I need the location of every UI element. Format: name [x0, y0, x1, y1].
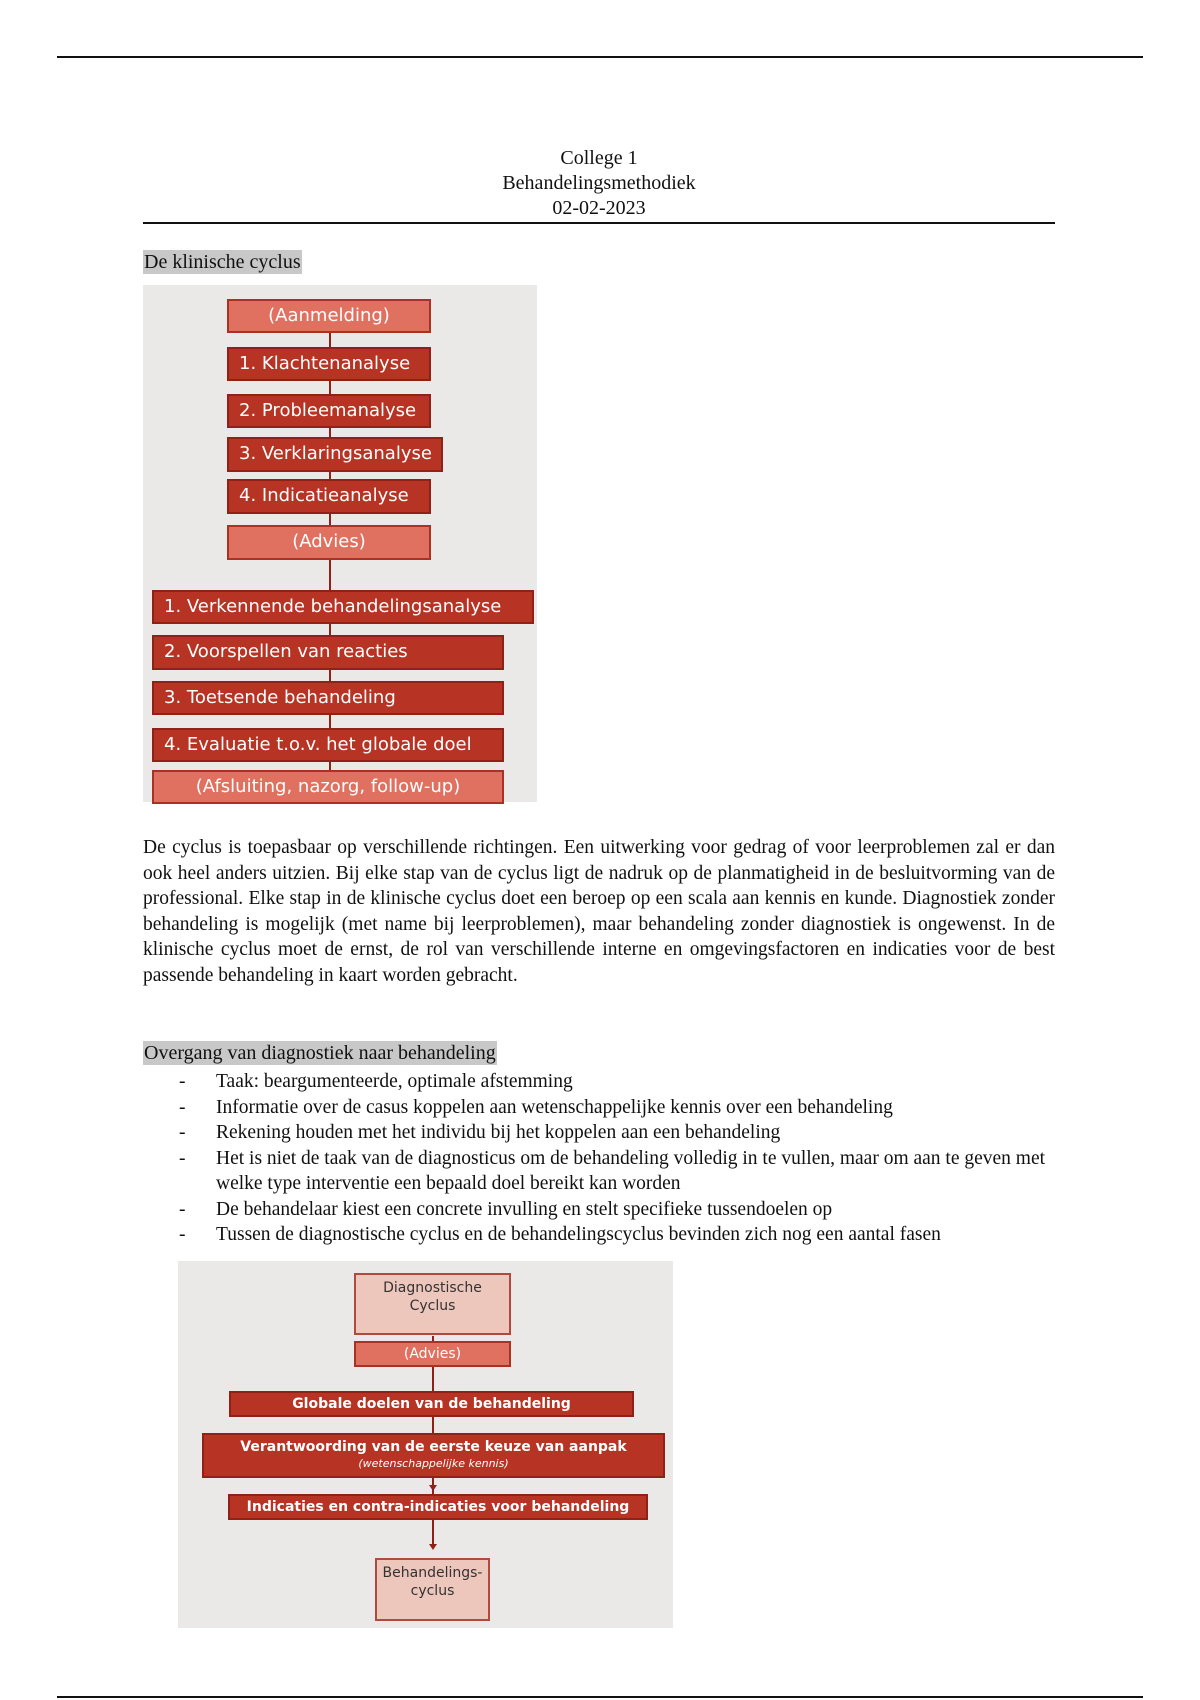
clinical-cycle-paragraph: De cyclus is toepasbaar op verschillende richtingen. Een uitwerking voor gedrag of voor leerproblemen zal er dan ook heel anders uitzien. Bij elke stap van de cyclus ligt de nadruk op de planmatigheid in de besluitvorming van de professional. Elke stap in de klinische cyclus doet een beroep op een scala aan kennis en kunde. Diagnostiek zonder behandeling is mogelijk (met name bij leerproblemen), maar behandeling zonder diagnostiek is ongewenst. In de klinische cyclus moet de ernst, de rol van verschillende interne en omgevingsfactoren en indicaties voor de best passende behandeling in kaart worden gebracht. [143, 837, 1055, 986]
subject-title: Behandelingsmethodiek [502, 172, 696, 194]
global-goals-box: Globale doelen van de behandeling [229, 1391, 634, 1417]
cycle-step-advice: (Advies) [227, 525, 431, 560]
list-item: - Rekening houden met het individu bij het koppelen aan een behandeling [143, 1120, 1055, 1146]
list-item: - Het is niet de taak van de diagnosticus om de behandeling volledig in te vullen, maar om aan te geven met welke type interventie een bepaald doel bereikt kan worden [179, 1147, 1046, 1194]
arrow-icon [429, 1544, 437, 1550]
cycle-step-predicting-reactions: 2. Voorspellen van reacties [152, 635, 504, 670]
indications-box: Indicaties en contra-indicaties voor behandeling [228, 1494, 648, 1520]
bullet-dash: - [179, 1071, 186, 1092]
header-date: 02-02-2023 [552, 197, 646, 219]
bullet-dash: - [179, 1224, 186, 1245]
cycle-step-testing-treatment: 3. Toetsende behandeling [152, 681, 504, 715]
bullet-dash: - [179, 1198, 186, 1220]
section-heading-clinical-cycle: De klinische cyclus [144, 251, 301, 273]
list-item: - Informatie over de casus koppelen aan wetenschappelijke kennis over een behandeling [143, 1095, 1055, 1121]
advice-box: (Advies) [354, 1341, 511, 1367]
cycle-step-complaint-analysis: 1. Klachtenanalyse [227, 347, 431, 381]
header-rule [143, 222, 1055, 224]
section-heading-transition: Overgang van diagnostiek naar behandeling [144, 1042, 496, 1064]
justification-note: (wetenschappelijke kennis) [358, 1457, 509, 1470]
justification-box [202, 1433, 665, 1478]
bullet-dash: - [179, 1147, 186, 1169]
clinical-cycle-figure [143, 285, 537, 802]
bullet-dash: - [179, 1096, 186, 1118]
cycle-step-closure: (Afsluiting, nazorg, follow-up) [152, 770, 504, 804]
transition-figure [178, 1261, 673, 1628]
page-header [143, 146, 1055, 221]
bullet-dash: - [179, 1122, 186, 1143]
bottom-rule [57, 1696, 1143, 1698]
cycle-step-problem-analysis: 2. Probleemanalyse [227, 394, 431, 428]
treatment-cycle-box: Behandelings- cyclus [375, 1558, 490, 1621]
list-item: - Taak: beargumenteerde, optimale afstemming [143, 1069, 1055, 1095]
justification-text: Verantwoording van de eerste keuze van aanpak [240, 1439, 627, 1455]
cycle-step-evaluation: 4. Evaluatie t.o.v. het globale doel [152, 728, 504, 762]
cycle-step-registration: (Aanmelding) [227, 299, 431, 333]
list-item: - Tussen de diagnostische cyclus en de behandelingscyclus bevinden zich nog een aantal fasen [143, 1222, 1055, 1248]
list-item: - De behandelaar kiest een concrete invulling en stelt specifieke tussendoelen op [143, 1197, 1055, 1223]
course-title: College 1 [560, 147, 638, 169]
cycle-step-indication-analysis: 4. Indicatieanalyse [227, 479, 431, 514]
diagnostic-cycle-box: Diagnostische Cyclus [354, 1273, 511, 1335]
transition-bullet-list [143, 1069, 1055, 1248]
cycle-step-exploratory-treatment-analysis: 1. Verkennende behandelingsanalyse [152, 590, 534, 624]
top-rule [57, 56, 1143, 58]
arrow-icon [429, 1485, 437, 1491]
cycle-step-explanation-analysis: 3. Verklaringsanalyse [227, 437, 443, 472]
